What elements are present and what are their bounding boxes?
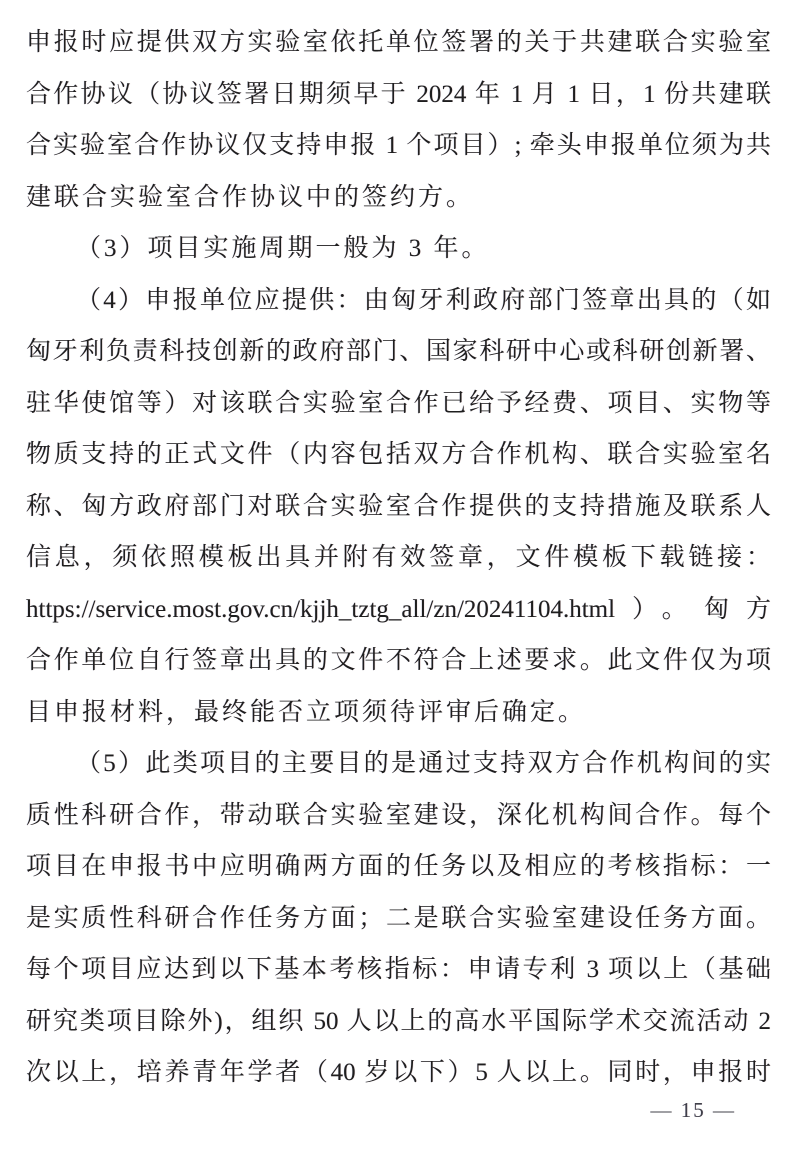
text-line: 建联合实验室合作协议中的签约方。 xyxy=(26,183,475,211)
text-line: 研究类项目除外)，组织 50 人以上的高水平国际学术交流活动 2 xyxy=(26,1007,771,1035)
text-line: 项目在申报书中应明确两方面的任务以及相应的考核指标：一 xyxy=(26,853,771,880)
text-line: 匈牙利负责科技创新的政府部门、国家科研中心或科研创新署、 xyxy=(26,338,771,365)
text-line: 每个项目应达到以下基本考核指标：申请专利 3 项以上（基础 xyxy=(26,956,771,983)
text-line: 目申报材料，最终能否立项须待评审后确定。 xyxy=(26,698,587,726)
text-line: 驻华使馆等）对该联合实验室合作已给予经费、项目、实物等 xyxy=(26,389,771,417)
text-line: 质性科研合作，带动联合实验室建设，深化机构间合作。每个 xyxy=(26,801,771,829)
text-line: 信息，须依照模板出具并附有效签章，文件模板下载链接： xyxy=(26,544,771,571)
text-line: 物质支持的正式文件（内容包括双方合作机构、联合实验室名 xyxy=(26,441,771,468)
text-line: 申报时应提供双方实验室依托单位签署的关于共建联合实验室 xyxy=(26,29,771,56)
text-line: （3）项目实施周期一般为 3 年。 xyxy=(76,235,490,262)
paragraph-clause-4 xyxy=(26,275,771,739)
text-line: 是实质性科研合作任务方面；二是联合实验室建设任务方面。 xyxy=(26,904,771,932)
text-line: 称、匈方政府部门对联合实验室合作提供的支持措施及联系人 xyxy=(26,492,771,520)
text-line: 次以上，培养青年学者（40 岁以下）5 人以上。同时，申报时 xyxy=(26,1059,771,1086)
text-line: 合作单位自行签章出具的文件不符合上述要求。此文件仅为项 xyxy=(26,647,771,674)
text-line: （4）申报单位应提供：由匈牙利政府部门签章出具的（如 xyxy=(76,286,771,314)
page-number: — 15 — xyxy=(650,1098,736,1122)
text-line: （5）此类项目的主要目的是通过支持双方合作机构间的实 xyxy=(76,750,771,777)
url-line: https://service.most.gov.cn/kjjh_tztg_all/zn/20241104.html）。匈方 xyxy=(26,595,771,623)
paragraph xyxy=(26,17,771,223)
text-line: 合作协议（协议签署日期须早于 2024 年 1 月 1 日，1 份共建联 xyxy=(26,80,771,108)
text-block xyxy=(26,17,771,1099)
paragraph-clause-3 xyxy=(26,223,771,275)
text-line: 合实验室合作协议仅支持申报 1 个项目）; 牵头申报单位须为共 xyxy=(26,132,771,159)
paragraph-clause-5 xyxy=(26,738,771,1099)
